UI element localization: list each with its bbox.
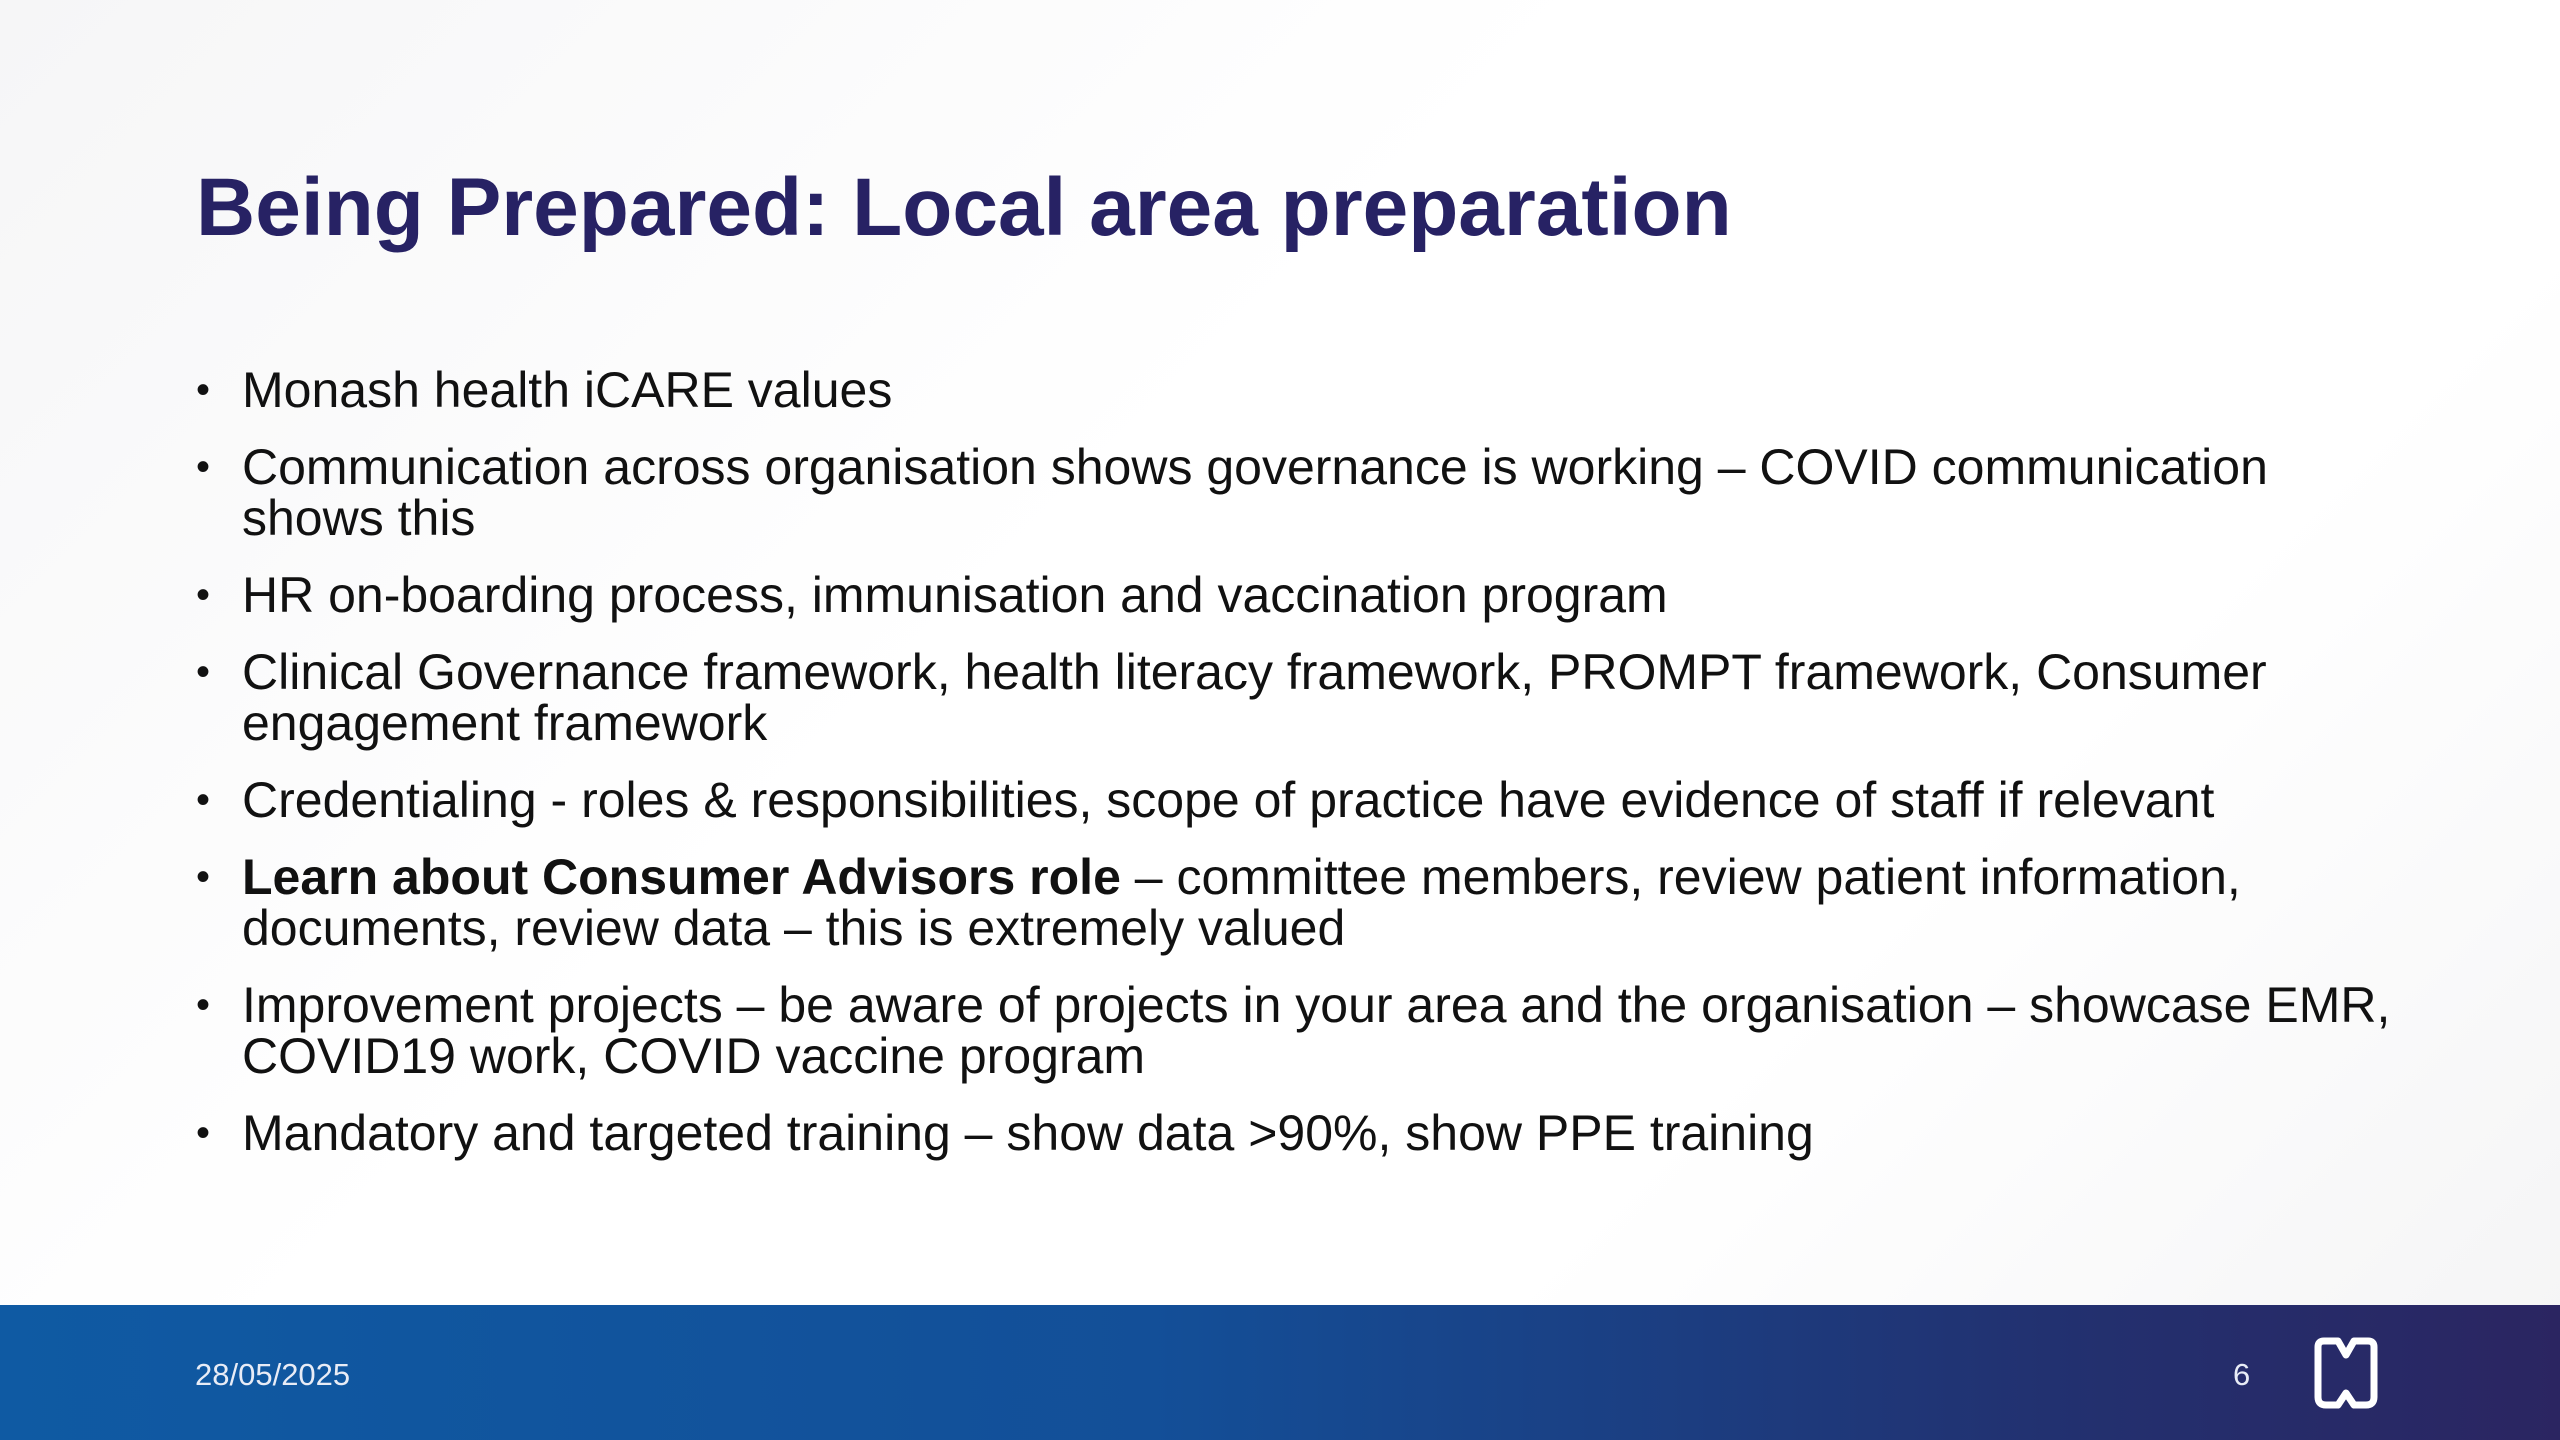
- bullet-item: [196, 772, 2396, 828]
- footer-date: 28/05/2025: [195, 1357, 351, 1392]
- bullet-text: HR on-boarding process, immunisation and vaccination program: [242, 567, 1668, 623]
- bullet-item: [196, 644, 2396, 751]
- footer-bar: [0, 1305, 2560, 1440]
- bullet-icon: •: [196, 368, 211, 412]
- bullet-item: [196, 362, 2396, 418]
- slide-title: Being Prepared: Local area preparation: [196, 162, 1732, 253]
- bullet-list: [196, 362, 2396, 1185]
- bullet-text: Communication across organisation shows governance is working – COVID communication shows this: [242, 439, 2268, 546]
- bullet-item: [196, 977, 2396, 1084]
- monash-health-logo-icon: [2308, 1333, 2384, 1413]
- bullet-item: [196, 567, 2396, 623]
- bullet-text: Improvement projects – be aware of projects in your area and the organisation – showcase EMR, COVID19 work, COVID vaccine program: [242, 977, 2391, 1084]
- bullet-icon: •: [196, 573, 211, 617]
- bullet-text: Monash health iCARE values: [242, 362, 893, 418]
- bullet-icon: •: [196, 983, 211, 1027]
- bullet-text: Clinical Governance framework, health literacy framework, PROMPT framework, Consumer engagement framework: [242, 644, 2267, 751]
- bullet-icon: •: [196, 778, 211, 822]
- bullet-bold-text: Learn about Consumer Advisors role: [242, 849, 1121, 905]
- bullet-text: Mandatory and targeted training – show data >90%, show PPE training: [242, 1105, 1814, 1161]
- bullet-text: Credentialing - roles & responsibilities, scope of practice have evidence of staff if relevant: [242, 772, 2215, 828]
- bullet-item: [196, 849, 2396, 956]
- bullet-icon: •: [196, 445, 211, 489]
- bullet-item: [196, 1105, 2396, 1161]
- bullet-item: [196, 439, 2396, 546]
- bullet-icon: •: [196, 1111, 211, 1155]
- page-number: 6: [2233, 1357, 2251, 1392]
- bullet-icon: •: [196, 650, 211, 694]
- bullet-text: – committee members, review patient information, documents, review data – this is extremely valued: [242, 849, 2241, 956]
- bullet-icon: •: [196, 855, 211, 899]
